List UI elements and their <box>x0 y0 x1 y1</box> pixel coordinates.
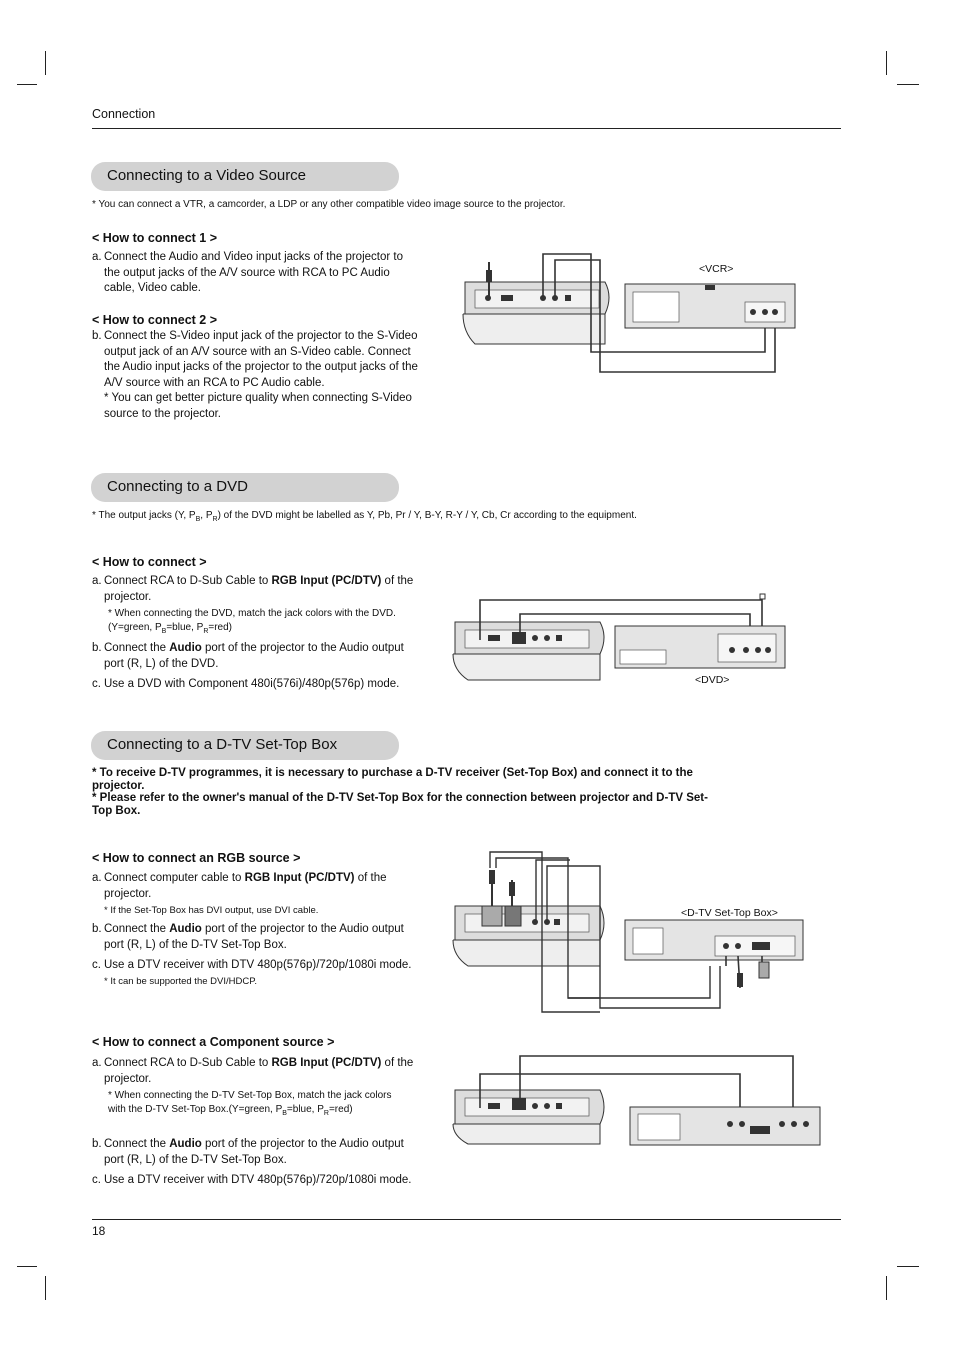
component-step-b <box>92 1137 422 1168</box>
rgb-step-b <box>92 922 422 953</box>
how2-heading: < How to connect 2 > <box>92 313 218 327</box>
text-part: port of the projector to the Audio output port (R, L) of the DVD. <box>104 642 404 670</box>
dvd-step-b <box>92 641 422 672</box>
vcr-connection-diagram <box>455 252 805 382</box>
crop-mark <box>897 1266 919 1267</box>
step-text <box>92 922 422 953</box>
note-sub: R <box>323 1110 329 1117</box>
note-part: * When connecting the D-TV Set-Top Box, match the jack colors with the D-TV Set-Top Box.(Y=green, P <box>108 1090 392 1115</box>
section-dtv-title <box>91 731 399 760</box>
note-part: =blue, P <box>166 622 204 633</box>
how2-step-b <box>92 329 422 422</box>
running-header: Connection <box>92 107 156 121</box>
text-part: Connect the <box>104 642 170 654</box>
text-bold: Audio <box>169 1138 202 1150</box>
component-step-a-note <box>108 1089 408 1121</box>
dtv-bullet-1: * To receive D-TV programmes, it is necessary to purchase a D-TV receiver (Set-Top Box) and connect it to the projector. <box>92 767 693 792</box>
step-text: Connect the Audio and Video input jacks of the projector to the output jacks of the A/V source with RCA to PC Audio cable, Video cable. <box>104 251 403 294</box>
text-part: of the projector. <box>104 872 387 900</box>
step-text: Use a DTV receiver with DTV 480p(576p)/720p/1080i mode. <box>104 959 412 971</box>
crop-mark <box>897 84 919 85</box>
step-key: c. <box>92 1174 101 1186</box>
step-text <box>92 871 422 902</box>
footer-rule <box>92 1219 841 1220</box>
rgb-step-c <box>92 958 422 974</box>
note-part: * The output jacks (Y, P <box>92 510 196 521</box>
note-part: * When connecting the DVD, match the jack colors with the DVD.(Y=green, P <box>108 608 396 633</box>
how1-heading: < How to connect 1 > <box>92 231 218 245</box>
step-key: c. <box>92 959 101 971</box>
step-key: b. <box>92 1138 102 1150</box>
video-note: * You can connect a VTR, a camcorder, a LDP or any other compatible video image source to the projector. <box>92 199 566 210</box>
step-text: Use a DTV receiver with DTV 480p(576p)/720p/1080i mode. <box>104 1174 412 1186</box>
dvd-note <box>92 510 637 523</box>
note-sub: R <box>212 516 218 523</box>
section-title-text: Connecting to a D-TV Set-Top Box <box>107 736 338 753</box>
text-part: Connect RCA to D-Sub Cable to <box>104 1057 272 1069</box>
text-part: Connect RCA to D-Sub Cable to <box>104 575 272 587</box>
crop-mark <box>17 84 37 85</box>
dtv-component-connection-diagram <box>450 1052 825 1147</box>
section-title-text: Connecting to a DVD <box>107 478 248 495</box>
section-dvd-title <box>91 473 399 502</box>
note-part: =red) <box>208 622 232 633</box>
rgb-step-a-note: * If the Set-Top Box has DVI output, use DVI cable. <box>104 905 319 916</box>
rgb-step-c-note: * It can be supported the DVI/HDCP. <box>104 976 257 987</box>
step-text <box>92 1056 422 1087</box>
how1-step-a <box>92 250 422 297</box>
note-part: , P <box>200 510 213 521</box>
step-key: b. <box>92 330 102 342</box>
step-text: Connect the S-Video input jack of the projector to the S-Video output jack of an A/V source with an S-Video cable. Connect the Audio input jacks of the projector to the output jacks of the A/V source with an RCA to PC Audio cable. <box>104 330 418 389</box>
page-number: 18 <box>92 1224 106 1238</box>
crop-mark <box>45 1276 46 1300</box>
text-bold: RGB Input (PC/DTV) <box>271 575 382 587</box>
step-text <box>92 1137 422 1168</box>
component-heading: < How to connect a Component source > <box>92 1035 335 1049</box>
text-part: of the projector. <box>104 1057 414 1085</box>
text-part: of the projector. <box>104 575 414 603</box>
step-key: b. <box>92 923 102 935</box>
component-step-a <box>92 1056 422 1087</box>
dtv-rgb-connection-diagram <box>450 848 810 1016</box>
rgb-step-a <box>92 871 422 902</box>
vcr-label: <VCR> <box>699 263 734 275</box>
step-text: Use a DVD with Component 480i(576i)/480p(576p) mode. <box>104 678 400 690</box>
step-key: a. <box>92 872 102 884</box>
header-rule <box>92 128 841 129</box>
step-key: a. <box>92 575 102 587</box>
note-sub: B <box>161 628 167 635</box>
dvd-step-a-note <box>108 607 418 639</box>
note-sub: B <box>282 1110 287 1117</box>
text-bold: Audio <box>169 923 202 935</box>
dtv-label: <D-TV Set-Top Box> <box>681 907 778 919</box>
note-part: ) of the DVD might be labelled as Y, Pb, Pr / Y, B-Y, R-Y / Y, Cb, Cr according to the equipment. <box>217 510 637 521</box>
text-part: Connect the <box>104 923 170 935</box>
dvd-step-c <box>92 677 422 693</box>
text-part: Connect the <box>104 1138 170 1150</box>
component-step-c <box>92 1173 422 1189</box>
dtv-bullet-2: * Please refer to the owner's manual of the D-TV Set-Top Box for the connection between projector and D-TV Set-Top Box. <box>92 792 708 817</box>
dvd-how-heading: < How to connect > <box>92 555 207 569</box>
section-video-title <box>91 162 399 191</box>
text-part: Connect computer cable to <box>104 872 245 884</box>
text-bold: RGB Input (PC/DTV) <box>244 872 355 884</box>
step-text <box>92 641 422 672</box>
text-bold: Audio <box>169 642 202 654</box>
crop-mark <box>17 1266 37 1267</box>
step-key: a. <box>92 1057 102 1069</box>
text-bold: RGB Input (PC/DTV) <box>271 1057 382 1069</box>
dvd-connection-diagram <box>450 592 790 687</box>
rgb-heading: < How to connect an RGB source > <box>92 851 301 865</box>
crop-mark <box>886 1276 887 1300</box>
note-sub: R <box>203 628 209 635</box>
crop-mark <box>45 51 46 75</box>
text-part: port of the projector to the Audio output port (R, L) of the D-TV Set-Top Box. <box>104 923 404 951</box>
dvd-label: <DVD> <box>695 674 730 686</box>
step-note: * You can get better picture quality when connecting S-Video source to the projector. <box>104 392 412 420</box>
step-key: c. <box>92 678 101 690</box>
crop-mark <box>886 51 887 75</box>
step-key: b. <box>92 642 102 654</box>
note-part: =blue, P <box>286 1104 324 1115</box>
note-part: =red) <box>328 1104 353 1115</box>
step-key: a. <box>92 251 102 263</box>
step-text <box>92 574 422 605</box>
section-title-text: Connecting to a Video Source <box>107 167 307 184</box>
dvd-step-a <box>92 574 422 605</box>
text-part: port of the projector to the Audio output port (R, L) of the D-TV Set-Top Box. <box>104 1138 404 1166</box>
note-sub: B <box>195 516 201 523</box>
